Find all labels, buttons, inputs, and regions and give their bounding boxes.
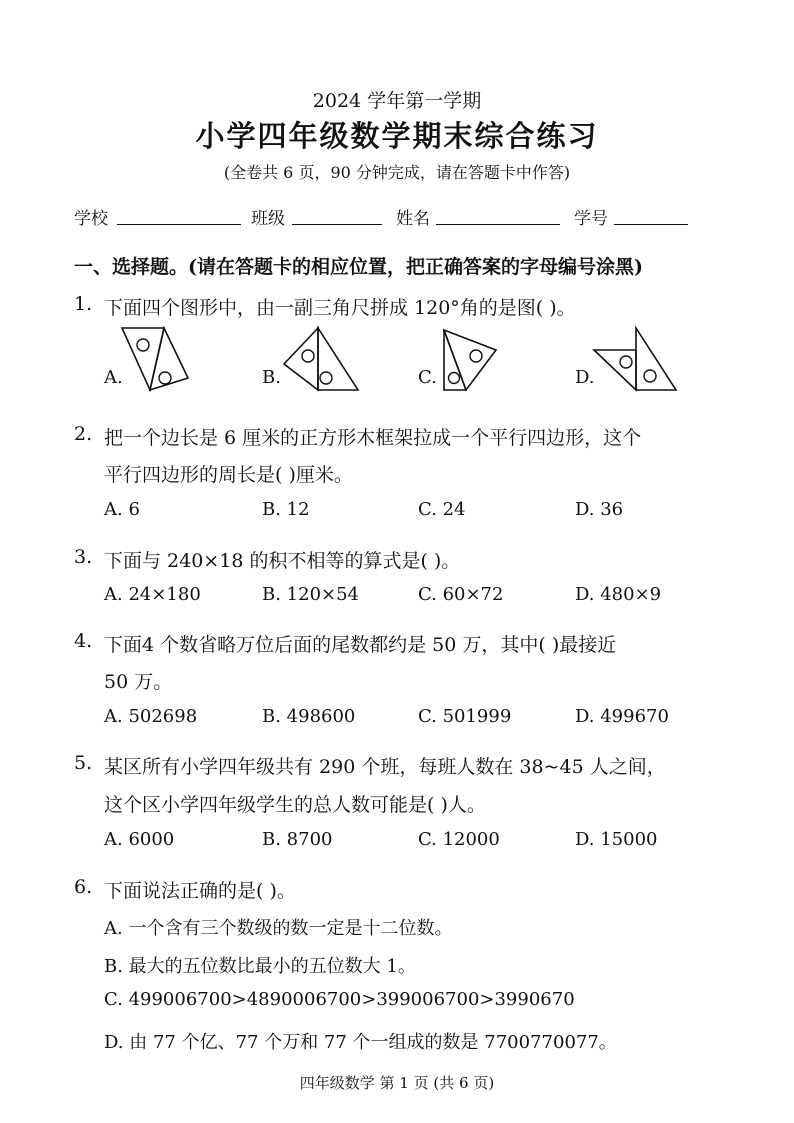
question-number: 2. (74, 423, 93, 445)
option-d[interactable]: D. 499670 (575, 706, 669, 727)
option-a[interactable]: A. 502698 (104, 706, 198, 727)
option-b[interactable]: B. 8700 (262, 829, 333, 850)
option-d[interactable]: D. 36 (575, 499, 624, 520)
option-c[interactable]: C. 499006700>4890006700>399006700>3990670 (104, 989, 575, 1010)
question-number: 1. (74, 293, 93, 315)
option-d[interactable]: D. 15000 (575, 829, 658, 850)
term-heading: 2024 学年第一学期 (312, 90, 482, 112)
question-text: 这个区小学四年级学生的总人数可能是( )人。 (104, 794, 486, 816)
number-label: 学号 (574, 209, 608, 229)
name-label: 姓名 (396, 209, 430, 229)
option-label: A. (104, 367, 123, 388)
number-blank[interactable] (614, 224, 688, 225)
school-label: 学校 (74, 209, 108, 229)
question-text: 某区所有小学四年级共有 290 个班，每班人数在 38~45 人之间， (104, 756, 666, 778)
question-text: 下面说法正确的是( )。 (104, 880, 296, 902)
option-label: B. (262, 367, 281, 388)
name-blank[interactable] (436, 224, 560, 225)
question-text: 平行四边形的周长是( )厘米。 (104, 464, 353, 486)
option-c[interactable]: C. 24 (418, 499, 466, 520)
option-c[interactable]: C. 12000 (418, 829, 500, 850)
option-a[interactable]: A. 24×180 (104, 584, 201, 605)
option-b[interactable]: B. 120×54 (262, 584, 360, 605)
question-number: 6. (74, 876, 93, 898)
section-title: 一、选择题。(请在答题卡的相应位置，把正确答案的字母编号涂黑) (74, 256, 643, 278)
question-number: 5. (74, 752, 93, 774)
option-d[interactable]: D. 由 77 个亿、77 个万和 77 个一组成的数是 7700770077。 (104, 1032, 617, 1053)
class-label: 班级 (251, 209, 285, 229)
question-number: 3. (74, 546, 93, 568)
triangle-figure-c (436, 328, 498, 392)
question-text: 下面4 个数省略万位后面的尾数都约是 50 万，其中( )最接近 (104, 634, 617, 656)
option-c[interactable]: C. 60×72 (418, 584, 504, 605)
option-a[interactable]: A. 一个含有三个数级的数一定是十二位数。 (104, 918, 453, 939)
question-text: 50 万。 (104, 671, 173, 693)
page-footer: 四年级数学 第 1 页 (共 6 页) (299, 1074, 495, 1092)
class-blank[interactable] (292, 224, 382, 225)
option-a[interactable]: A. 6000 (104, 829, 175, 850)
exam-title: 小学四年级数学期末综合练习 (195, 119, 599, 153)
question-text: 下面与 240×18 的积不相等的算式是( )。 (104, 550, 461, 572)
exam-note: (全卷共 6 页，90 分钟完成，请在答题卡中作答) (223, 163, 571, 182)
question-text: 下面四个图形中，由一副三角尺拼成 120°角的是图( )。 (104, 297, 576, 319)
option-b[interactable]: B. 最大的五位数比最小的五位数大 1。 (104, 956, 416, 977)
option-label: C. (418, 367, 437, 388)
triangle-figure-b (282, 326, 360, 392)
option-b[interactable]: B. 498600 (262, 706, 356, 727)
school-blank[interactable] (117, 224, 241, 225)
option-label: D. (575, 367, 595, 388)
option-b[interactable]: B. 12 (262, 499, 310, 520)
option-a[interactable]: A. 6 (104, 499, 140, 520)
option-c[interactable]: C. 501999 (418, 706, 512, 727)
question-text: 把一个边长是 6 厘米的正方形木框架拉成一个平行四边形，这个 (104, 427, 642, 449)
triangle-figure-a (120, 326, 190, 392)
option-d[interactable]: D. 480×9 (575, 584, 662, 605)
question-number: 4. (74, 630, 93, 652)
triangle-figure-d (592, 326, 678, 392)
